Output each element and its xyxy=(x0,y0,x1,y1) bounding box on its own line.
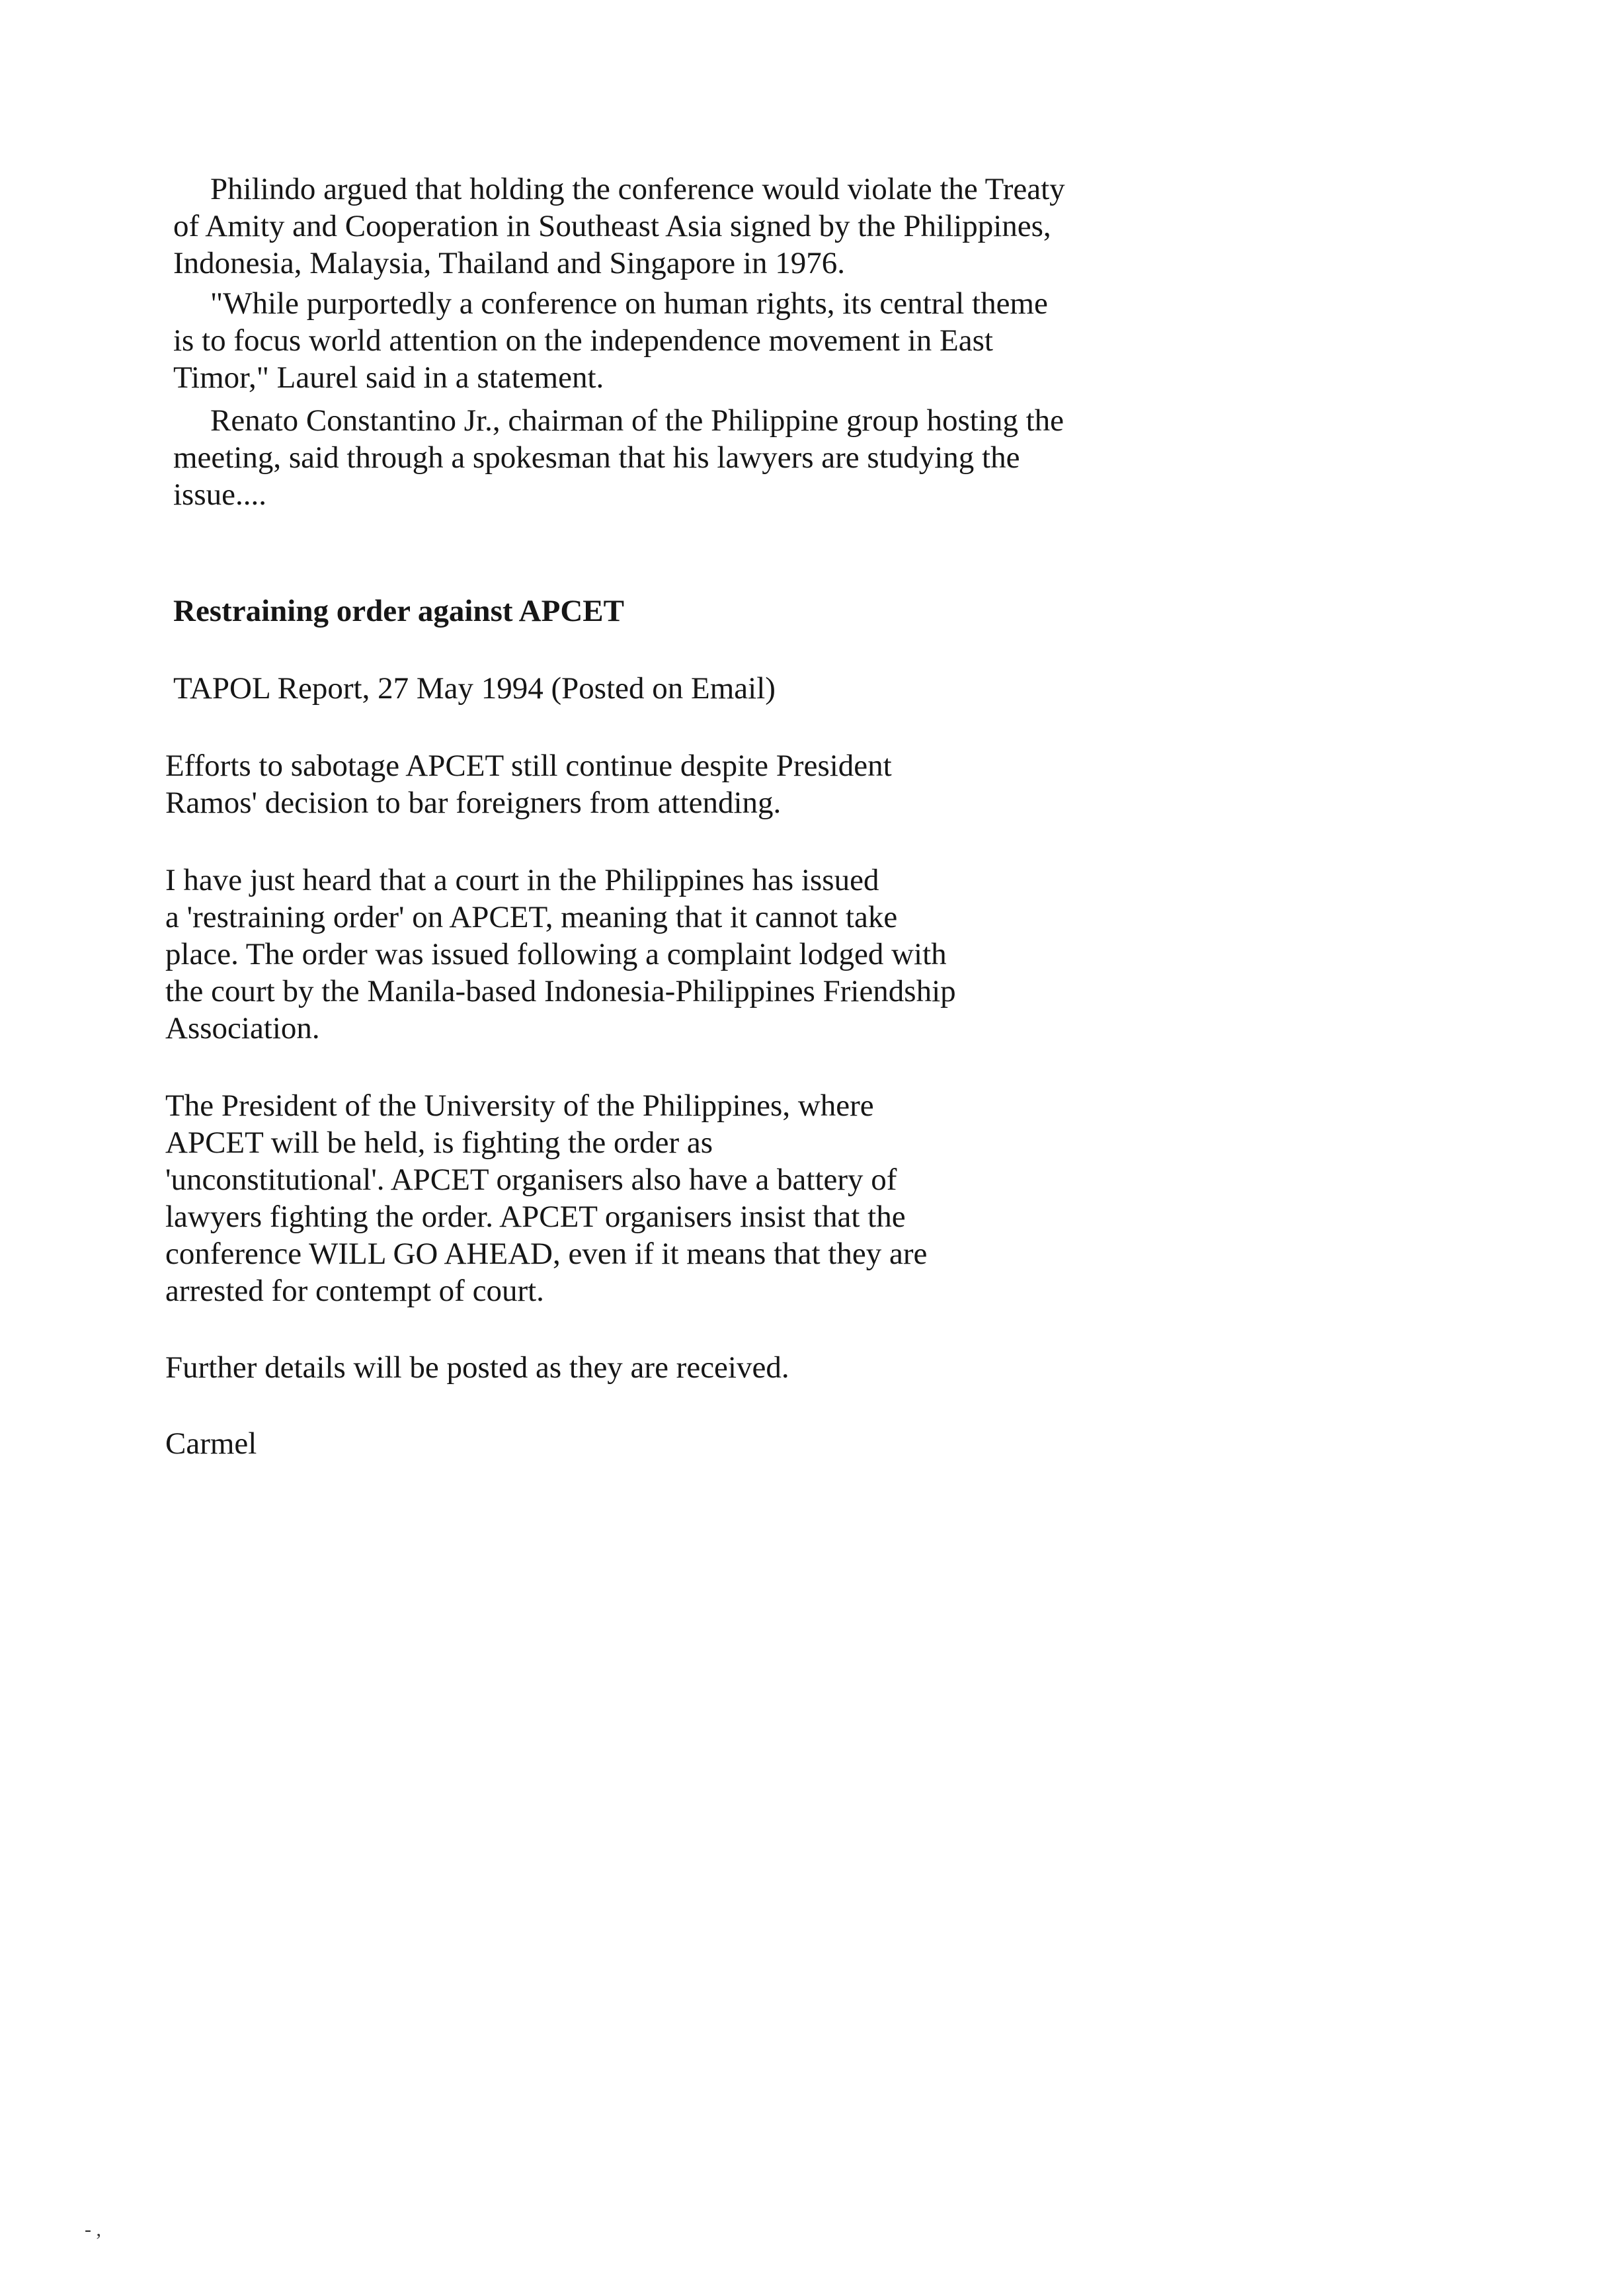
report-p2-line-3: place. The order was issued following a complaint lodged with xyxy=(165,937,947,971)
report-p2-line-5: Association. xyxy=(165,1011,320,1046)
excerpt-p2-line-1: "While purportedly a conference on human rights, its central theme xyxy=(210,286,1048,321)
excerpt-p1-line-1: Philindo argued that holding the conference would violate the Treaty xyxy=(210,172,1065,206)
report-heading: Restraining order against APCET xyxy=(173,594,624,628)
report-p1-line-2: Ramos' decision to bar foreigners from attending. xyxy=(165,786,782,820)
report-p3-line-1: The President of the University of the Philippines, where xyxy=(165,1088,874,1123)
excerpt-p3-line-3: issue.... xyxy=(173,477,266,512)
excerpt-p3-line-2: meeting, said through a spokesman that his lawyers are studying the xyxy=(173,440,1020,475)
report-p3-line-5: conference WILL GO AHEAD, even if it means that they are xyxy=(165,1237,928,1271)
report-p2-line-4: the court by the Manila-based Indonesia-Philippines Friendship xyxy=(165,974,956,1008)
report-p3-line-3: 'unconstitutional'. APCET organisers also have a battery of xyxy=(165,1163,897,1197)
excerpt-p1-line-2: of Amity and Cooperation in Southeast Asia signed by the Philippines, xyxy=(173,209,1051,243)
excerpt-p1-line-3: Indonesia, Malaysia, Thailand and Singapore in 1976. xyxy=(173,246,845,280)
report-p3-line-4: lawyers fighting the order. APCET organisers insist that the xyxy=(165,1200,906,1234)
report-source-line: TAPOL Report, 27 May 1994 (Posted on Email) xyxy=(173,671,776,706)
footer-scan-marks: - , xyxy=(85,2219,101,2240)
report-signoff: Carmel xyxy=(165,1426,257,1461)
report-p1-line-1: Efforts to sabotage APCET still continue despite President xyxy=(165,749,892,783)
report-p3-line-2: APCET will be held, is fighting the order as xyxy=(165,1126,713,1160)
report-p3-line-6: arrested for contempt of court. xyxy=(165,1274,544,1308)
excerpt-p3-line-1: Renato Constantino Jr., chairman of the Philippine group hosting the xyxy=(210,403,1065,438)
report-p4-line-1: Further details will be posted as they are received. xyxy=(165,1350,789,1385)
excerpt-p2-line-3: Timor," Laurel said in a statement. xyxy=(173,360,604,395)
excerpt-p2-line-2: is to focus world attention on the independence movement in East xyxy=(173,323,993,358)
report-p2-line-2: a 'restraining order' on APCET, meaning that it cannot take xyxy=(165,900,898,934)
report-p2-line-1: I have just heard that a court in the Philippines has issued xyxy=(165,863,879,897)
